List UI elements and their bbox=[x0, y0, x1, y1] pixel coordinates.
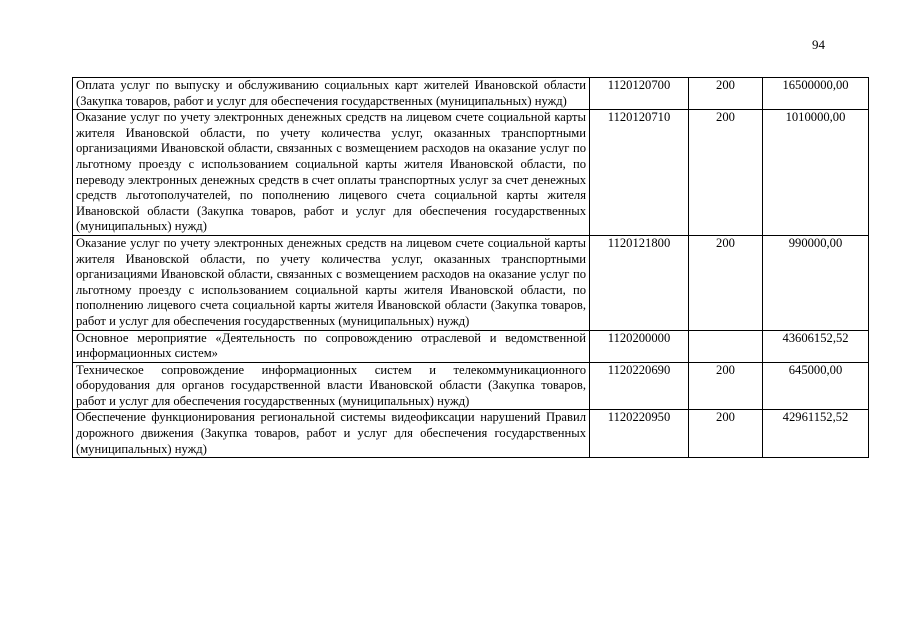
row-expense-type: 200 bbox=[689, 362, 763, 410]
row-target-code: 1120121800 bbox=[590, 235, 689, 330]
row-expense-type: 200 bbox=[689, 78, 763, 110]
row-expense-type: 200 bbox=[689, 410, 763, 458]
row-amount: 1010000,00 bbox=[763, 110, 869, 236]
row-target-code: 1120120700 bbox=[590, 78, 689, 110]
table-row bbox=[73, 78, 869, 110]
row-amount: 645000,00 bbox=[763, 362, 869, 410]
row-expense-type bbox=[689, 330, 763, 362]
row-description: Техническое сопровождение информационных систем и телекоммуникационного оборудования для органов государственной власти Ивановской области (Закупка товаров, работ и услуг для обеспечения государственных (муниципальных) нужд) bbox=[73, 362, 590, 410]
row-description: Оказание услуг по учету электронных денежных средств на лицевом счете социальной карты жителя Ивановской области, по учету количества услуг, оказанных транспортными организациями Ивановской области, связанных с возмещением расходов на оказание услуг по льготному проезду с использованием социальной карты жителя Ивановской области, по пополнению лицевого счета социальной карты жителя Ивановской области (Закупка товаров, работ и услуг для обеспечения государственных (муниципальных) нужд) bbox=[73, 235, 590, 330]
row-expense-type: 200 bbox=[689, 235, 763, 330]
row-description: Оказание услуг по учету электронных денежных средств на лицевом счете социальной карты жителя Ивановской области, по учету количества услуг, оказанных транспортными организациями Ивановской области, связанных с возмещением расходов на оказание услуг по льготному проезду с использованием социальной карты жителя Ивановской области, по переводу электронных денежных средств в счет оплаты транспортных услуг за счет денежных средств льготополучателей, по пополнению лицевого счета социальной карты жителя Ивановской области (Закупка товаров, работ и услуг для обеспечения государственных (муниципальных) нужд) bbox=[73, 110, 590, 236]
row-description: Оплата услуг по выпуску и обслуживанию социальных карт жителей Ивановской области (Закупка товаров, работ и услуг для обеспечения государственных (муниципальных) нужд) bbox=[73, 78, 590, 110]
page-number: 94 bbox=[812, 37, 825, 52]
budget-table bbox=[72, 77, 869, 458]
row-description: Обеспечение функционирования региональной системы видеофиксации нарушений Правил дорожного движения (Закупка товаров, работ и услуг для обеспечения государственных (муниципальных) нужд) bbox=[73, 410, 590, 458]
table-row bbox=[73, 235, 869, 330]
table-row bbox=[73, 110, 869, 236]
table-row bbox=[73, 362, 869, 410]
row-target-code: 1120220690 bbox=[590, 362, 689, 410]
row-amount: 43606152,52 bbox=[763, 330, 869, 362]
row-description: Основное мероприятие «Деятельность по сопровождению отраслевой и ведомственной информационных систем» bbox=[73, 330, 590, 362]
row-amount: 42961152,52 bbox=[763, 410, 869, 458]
row-target-code: 1120120710 bbox=[590, 110, 689, 236]
row-target-code: 1120200000 bbox=[590, 330, 689, 362]
row-expense-type: 200 bbox=[689, 110, 763, 236]
table-row bbox=[73, 410, 869, 458]
row-amount: 16500000,00 bbox=[763, 78, 869, 110]
row-amount: 990000,00 bbox=[763, 235, 869, 330]
table-row bbox=[73, 330, 869, 362]
row-target-code: 1120220950 bbox=[590, 410, 689, 458]
